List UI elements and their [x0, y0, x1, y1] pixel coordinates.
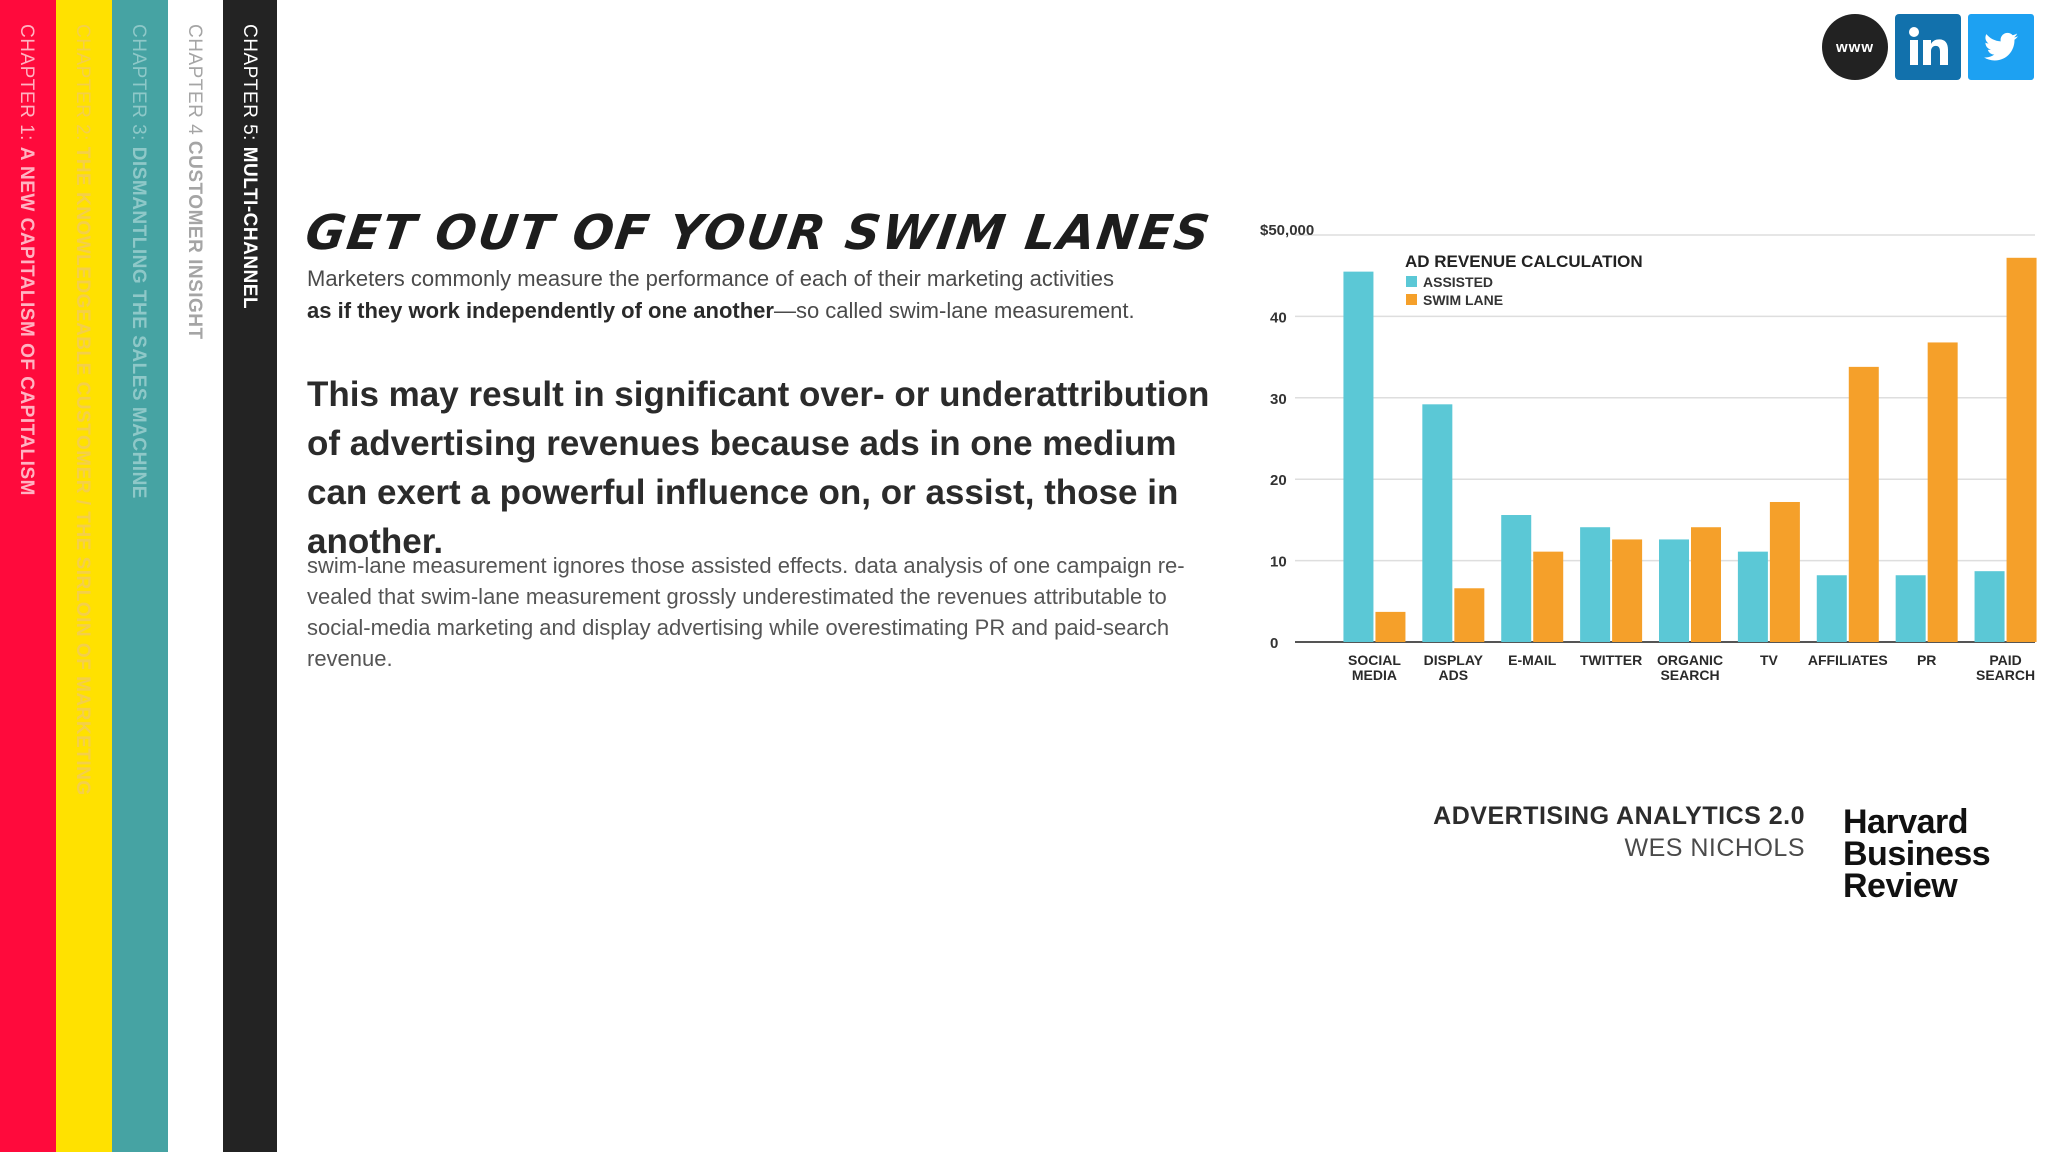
bar-assisted — [1422, 404, 1452, 642]
hbr-line-3: Review — [1843, 867, 1958, 905]
chapter-4-label[interactable]: CHAPTER 4 CUSTOMER INSIGHT — [184, 24, 205, 340]
bar-swim-lane — [2007, 258, 2037, 642]
hbr-logo — [1843, 803, 2023, 905]
bar-assisted — [1501, 515, 1531, 642]
x-tick-label: ADS — [1438, 667, 1469, 683]
bar-swim-lane — [1612, 539, 1642, 642]
intro-line: Marketers commonly measure the performance of each of their marketing activities — [307, 266, 1114, 291]
x-tick-label: PR — [1916, 652, 1937, 668]
linkedin-icon[interactable] — [1895, 14, 1961, 80]
x-tick-label: TV — [1759, 652, 1778, 668]
bar-assisted — [1580, 527, 1610, 642]
bar-assisted — [1975, 571, 2005, 642]
ad-revenue-chart — [1255, 215, 2040, 705]
x-tick-label: E-MAIL — [1508, 652, 1557, 668]
x-tick-label: SOCIAL — [1347, 652, 1401, 668]
bar-swim-lane — [1849, 367, 1879, 642]
bar-swim-lane — [1770, 502, 1800, 642]
x-tick-label: SEARCH — [1660, 667, 1720, 683]
www-icon[interactable]: www — [1822, 14, 1888, 80]
chapter-5-label[interactable]: CHAPTER 5: MULTI-CHANNEL — [239, 24, 260, 310]
bar-swim-lane — [1454, 588, 1484, 642]
chart-title: AD REVENUE CALCULATION — [1405, 252, 1643, 271]
bar-assisted — [1659, 539, 1689, 642]
body-paragraph: swim-lane measurement ignores those assisted effects. data analysis of one campaign re-vealed that swim-lane measurement grossly underestimated the revenues attributable to social-media marketing and display advertising while overestimating PR and paid-search revenue. — [307, 553, 1185, 671]
x-tick-label: AFFILIATES — [1807, 652, 1888, 668]
y-tick-label: 40 — [1270, 309, 1287, 327]
social-links — [1822, 14, 2034, 80]
source-title: ADVERTISING ANALYTICS 2.0 — [1433, 802, 1805, 830]
x-tick-label: ORGANIC — [1656, 652, 1724, 668]
bar-assisted — [1817, 575, 1847, 642]
y-tick-label: 10 — [1270, 553, 1287, 571]
twitter-bird-glyph — [1984, 32, 2018, 62]
x-tick-label: SEARCH — [1975, 667, 2036, 683]
hbr-line-2: Business — [1843, 835, 1991, 873]
chapter-1-label[interactable]: CHAPTER 1: A NEW CAPITALISM OF CAPITALISM — [16, 24, 37, 496]
y-tick-label: $50,000 — [1260, 222, 1315, 239]
intro-paragraph — [307, 263, 1207, 327]
intro-emphasis: as if they work independently of one another — [307, 298, 774, 323]
bar-assisted — [1738, 552, 1768, 642]
linkedin-glyph — [1904, 23, 1952, 71]
bar-swim-lane — [1691, 527, 1721, 642]
bar-assisted — [1896, 575, 1926, 642]
legend-label-assisted: ASSISTED — [1423, 274, 1494, 290]
legend-swatch-assisted — [1406, 276, 1417, 287]
chapter-3-label[interactable]: CHAPTER 3: DISMANTLING THE SALES MACHINE — [128, 24, 149, 499]
y-tick-label: 0 — [1270, 635, 1279, 652]
chapter-2-label[interactable]: CHAPTER 2: THE KNOWLEDGEABLE CUSTOMER / THE SIRLOIN OF MARKETING — [72, 24, 93, 796]
y-tick-label: 20 — [1270, 472, 1287, 490]
headline: GET OUT OF YOUR SWIM LANES — [302, 205, 1215, 261]
bar-swim-lane — [1533, 552, 1563, 642]
legend-swatch-swim-lane — [1406, 294, 1417, 305]
x-tick-label: DISPLAY — [1423, 652, 1484, 668]
x-tick-label: MEDIA — [1351, 667, 1398, 683]
legend-label-swim-lane: SWIM LANE — [1423, 292, 1504, 308]
lead-paragraph: This may result in significant over- or underattribution of advertising revenues because ads in one medium can exert a powerful influence on, or assist, those in another. — [307, 375, 1210, 561]
bar-swim-lane — [1375, 612, 1405, 642]
y-tick-label: 30 — [1270, 390, 1287, 408]
bar-assisted — [1343, 272, 1373, 642]
bar-swim-lane — [1928, 342, 1958, 642]
intro-rest: —so called swim-lane measurement. — [773, 298, 1135, 323]
x-tick-label: PAID — [1989, 652, 2022, 668]
x-tick-label: TWITTER — [1580, 652, 1643, 668]
twitter-icon[interactable] — [1968, 14, 2034, 80]
hbr-line-1: Harvard — [1843, 803, 1969, 841]
source-author: WES NICHOLS — [1624, 834, 1805, 862]
